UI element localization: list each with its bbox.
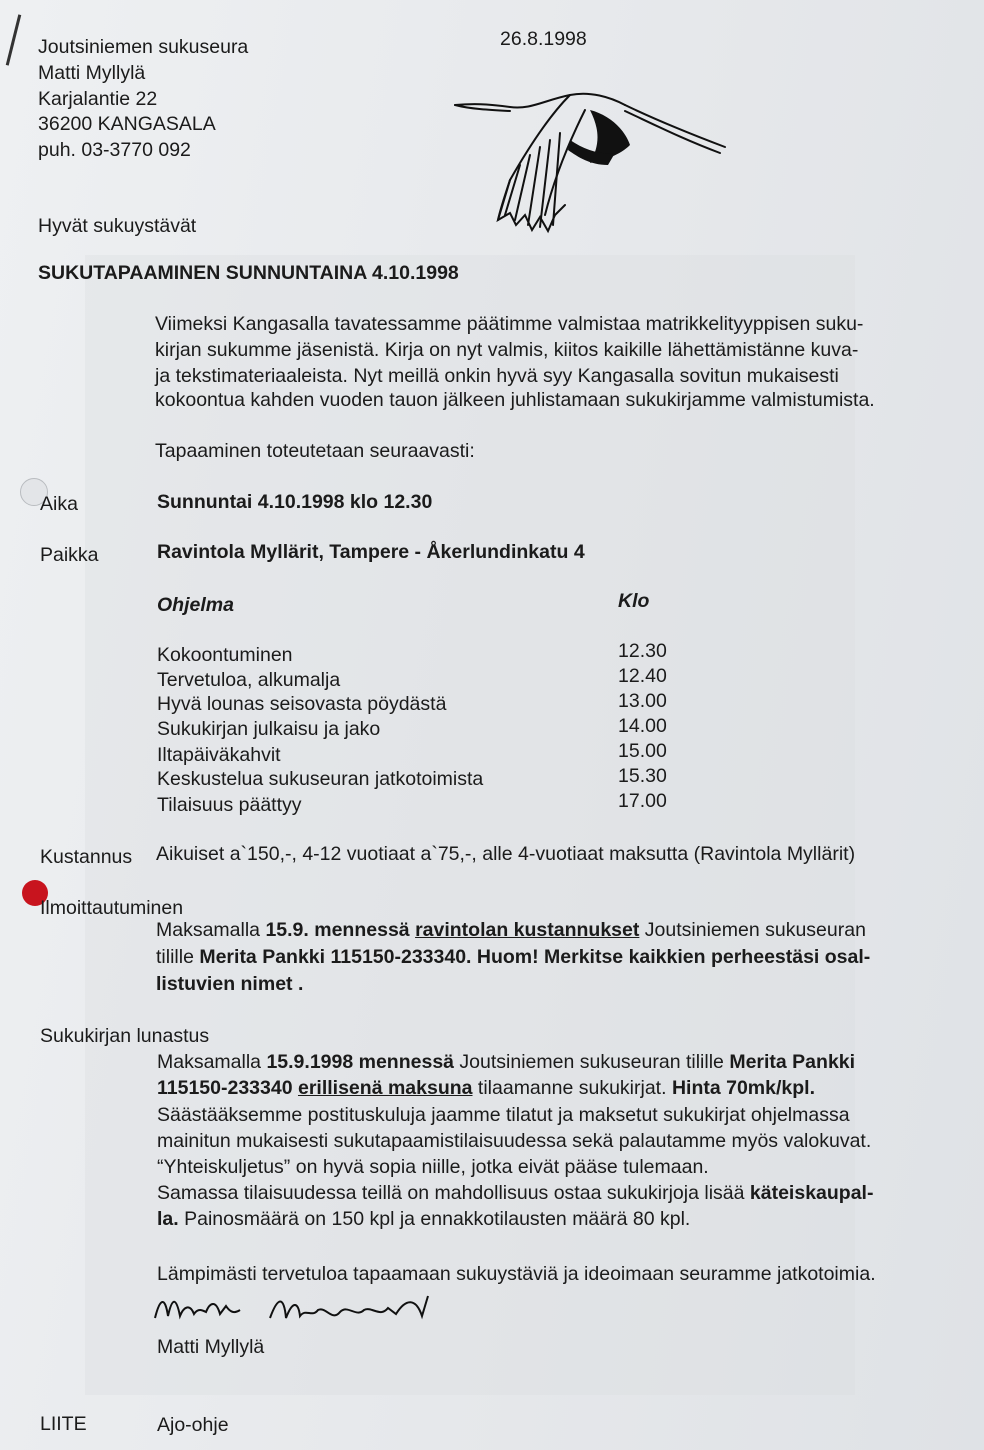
program-item-time: 12.40 (618, 665, 667, 687)
liite-value: Ajo-ohje (157, 1414, 229, 1436)
program-item-time: 13.00 (618, 690, 667, 712)
program-item-time: 12.30 (618, 640, 667, 662)
letter-date: 26.8.1998 (500, 28, 587, 50)
sender-phone: puh. 03-3770 092 (38, 139, 191, 161)
sender-street: Karjalantie 22 (38, 88, 158, 110)
ilmoittautuminen-line-3: listuvien nimet . (156, 973, 304, 995)
lunastus-line-4: mainitun mukaisesti sukutapaamistilaisuudessa sekä palautamme myös valokuvat. (157, 1130, 872, 1152)
intro-line: kirjan sukumme jäsenistä. Kirja on nyt valmis, kiitos kaikille lähettämistänne kuva- (155, 339, 859, 361)
lunastus-line-6: Samassa tilaisuudessa teillä on mahdollisuus ostaa sukukirjoja lisää käteiskaupal- (157, 1182, 874, 1204)
program-item-time: 14.00 (618, 715, 667, 737)
ilmoittautuminen-label: Ilmoittautuminen (40, 897, 184, 919)
kustannus-label: Kustannus (40, 846, 133, 868)
program-item-time: 15.00 (618, 740, 667, 762)
program-item-label: Sukukirjan julkaisu ja jako (157, 718, 381, 740)
program-item-label: Keskustelua sukuseuran jatkotoimista (157, 768, 484, 790)
letter-title: SUKUTAPAAMINEN SUNNUNTAINA 4.10.1998 (38, 262, 459, 284)
aika-value: Sunnuntai 4.10.1998 klo 12.30 (157, 491, 433, 513)
intro-line: Viimeksi Kangasalla tavatessamme päätimme valmistaa matrikkelityyppisen suku- (155, 313, 864, 335)
program-item-time: 17.00 (618, 790, 667, 812)
intro-line: ja tekstimateriaaleista. Nyt meillä onkin hyvä syy Kangasalla sovitun mukaisesti (155, 365, 839, 387)
ilmoittautuminen-line-2: tilille Merita Pankki 115150-233340. Huom! Merkitse kaikkien perheestäsi osal- (156, 946, 871, 968)
sender-city: 36200 KANGASALA (38, 113, 216, 135)
lunastus-line-7: la. Painosmäärä on 150 kpl ja ennakkotilausten määrä 80 kpl. (157, 1208, 691, 1230)
program-item-label: Tervetuloa, alkumalja (157, 669, 341, 691)
lunastus-line-2: 115150-233340 erillisenä maksuna tilaamanne sukukirjat. Hinta 70mk/kpl. (157, 1077, 815, 1099)
program-item-label: Tilaisuus päättyy (157, 794, 302, 816)
kustannus-value: Aikuiset a`150,-, 4-12 vuotiaat a`75,-, alle 4-vuotiaat maksutta (Ravintola Myllärit) (156, 843, 856, 865)
lunastus-line-5: “Yhteiskuljetus” on hyvä sopia niille, jotka eivät pääse tulemaan. (157, 1156, 709, 1178)
program-header-time: Klo (618, 590, 650, 612)
program-header-label: Ohjelma (157, 594, 234, 616)
paikka-value: Ravintola Myllärit, Tampere - Åkerlundinkatu 4 (157, 541, 585, 563)
aika-label: Aika (40, 493, 78, 515)
closing-text: Lämpimästi tervetuloa tapaamaan sukuystäviä ja ideoimaan seuramme jatkotoimia. (157, 1263, 876, 1285)
sender-org: Joutsiniemen sukuseura (38, 36, 249, 58)
liite-label: LIITE (40, 1413, 87, 1435)
arrangement-text: Tapaaminen toteutetaan seuraavasti: (155, 440, 475, 462)
program-item-label: Kokoontuminen (157, 644, 293, 666)
paikka-label: Paikka (40, 544, 99, 566)
lunastus-label: Sukukirjan lunastus (40, 1025, 210, 1047)
lunastus-line-3: Säästääksemme postituskuluja jaamme tilatut ja maksetut sukukirjat ohjelmassa (157, 1104, 850, 1126)
sender-name: Matti Myllylä (38, 62, 146, 84)
crane-logo-icon (450, 85, 735, 235)
ilmoittautuminen-line-1: Maksamalla 15.9. mennessä ravintolan kustannukset Joutsiniemen sukuseuran (156, 919, 866, 941)
program-item-time: 15.30 (618, 765, 667, 787)
pen-mark (6, 14, 21, 65)
program-item-label: Hyvä lounas seisovasta pöydästä (157, 693, 447, 715)
intro-line: kokoontua kahden vuoden tauon jälkeen juhlistamaan sukukirjamme valmistumista. (155, 389, 875, 411)
signature-name: Matti Myllylä (157, 1336, 265, 1358)
program-item-label: Iltapäiväkahvit (157, 744, 281, 766)
handwritten-signature-icon (150, 1288, 440, 1328)
greeting: Hyvät sukuystävät (38, 215, 197, 237)
lunastus-line-1: Maksamalla 15.9.1998 mennessä Joutsiniemen sukuseuran tilille Merita Pankki (157, 1051, 856, 1073)
